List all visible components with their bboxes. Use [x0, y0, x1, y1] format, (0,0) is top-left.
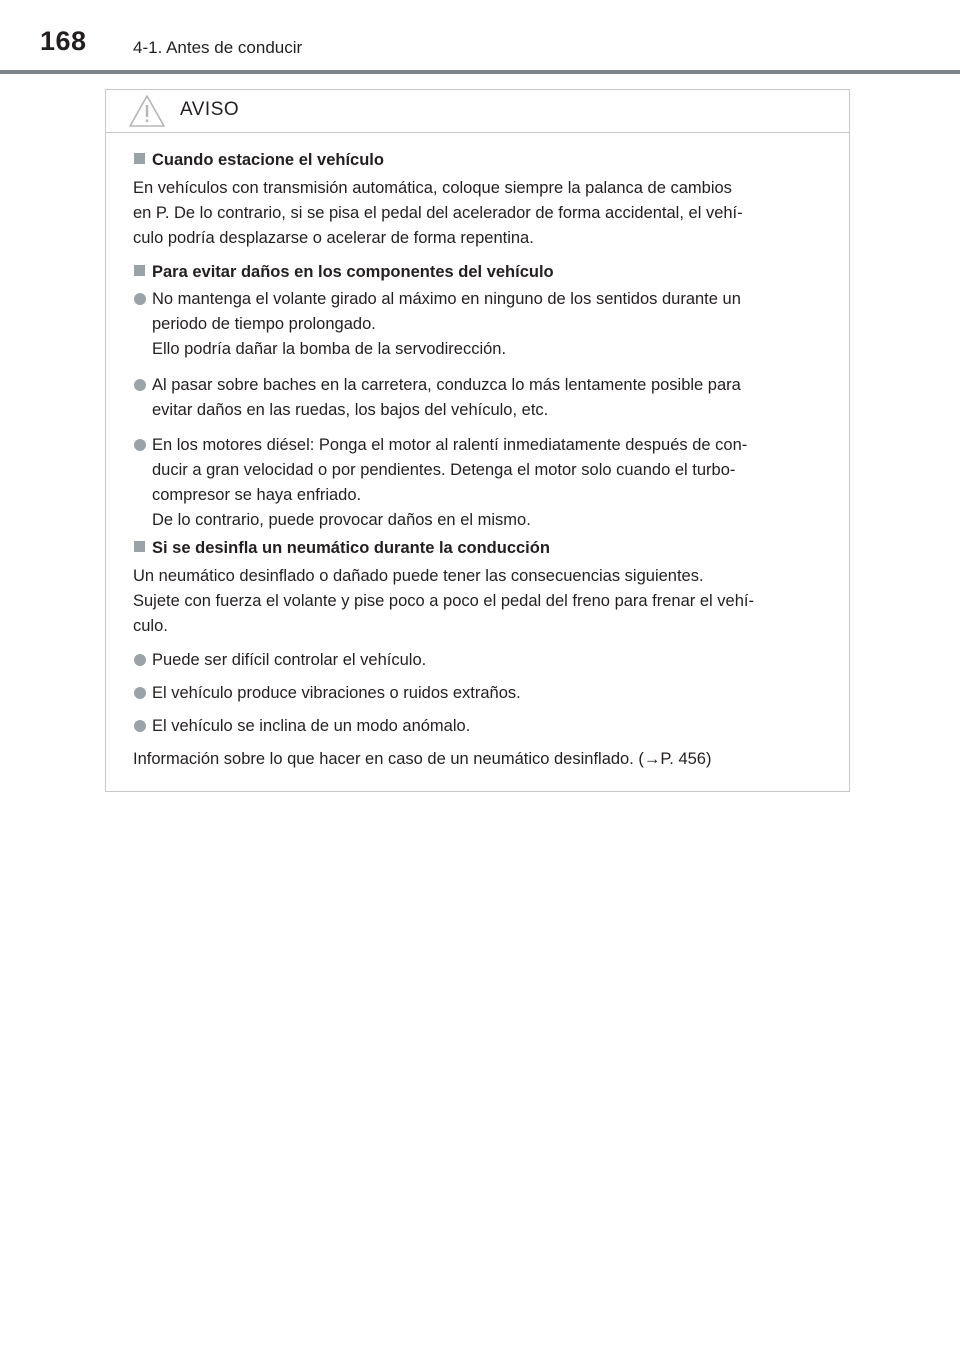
square-bullet-icon [134, 541, 145, 552]
section-heading [134, 538, 550, 558]
reference-note: Información sobre lo que hacer en caso de un neumático desinflado. (→P. 456) [133, 750, 712, 768]
notice-label: AVISO [180, 99, 240, 120]
list-item-text: En los motores diésel: Ponga el motor al ralentí inmediatamente después de con- ducir a gran velocidad o por pendientes. Detenga el motor solo cuando el turbo- compresor se haya enfriado. De lo contrario, puede provocar daños en el mismo. [152, 436, 748, 529]
page-number: 168 [40, 26, 87, 56]
circle-bullet-icon [134, 654, 146, 666]
circle-bullet-icon [134, 687, 146, 699]
list-item-text: Puede ser difícil controlar el vehículo. [152, 651, 427, 669]
list-item-text: El vehículo se inclina de un modo anómalo. [152, 717, 471, 735]
square-bullet-icon [134, 153, 145, 164]
circle-bullet-icon [134, 720, 146, 732]
list-item-text: Al pasar sobre baches en la carretera, conduzca lo más lentamente posible para evitar daños en las ruedas, los bajos del vehículo, etc. [152, 376, 741, 419]
warning-notice-box [105, 89, 850, 792]
paragraph: Un neumático desinflado o dañado puede tener las consecuencias siguientes. Sujete con fuerza el volante y pise poco a poco el pedal del freno para frenar el vehí- culo. [133, 567, 754, 635]
circle-bullet-icon [134, 439, 146, 451]
section-heading [134, 150, 384, 170]
square-bullet-icon [134, 265, 145, 276]
circle-bullet-icon [134, 379, 146, 391]
notice-header [106, 90, 849, 133]
section-heading-text: Cuando estacione el vehículo [152, 151, 384, 169]
list-item-text: No mantenga el volante girado al máximo en ninguno de los sentidos durante un periodo de tiempo prolongado. Ello podría dañar la bomba de la servodirección. [152, 290, 741, 358]
page-header [0, 0, 960, 74]
header-rule [0, 70, 960, 74]
section-heading-text: Para evitar daños en los componentes del vehículo [152, 263, 554, 281]
section-heading [134, 262, 554, 282]
circle-bullet-icon [134, 293, 146, 305]
list-item-text: El vehículo produce vibraciones o ruidos extraños. [152, 684, 521, 702]
section-title: 4-1. Antes de conducir [133, 38, 303, 57]
warning-triangle-icon [128, 94, 166, 128]
section-heading-text: Si se desinfla un neumático durante la conducción [152, 539, 550, 557]
paragraph: En vehículos con transmisión automática, coloque siempre la palanca de cambios en P. De lo contrario, si se pisa el pedal del acelerador de forma accidental, el vehí- culo podría desplazarse o acelerar de forma repentina. [133, 179, 743, 247]
